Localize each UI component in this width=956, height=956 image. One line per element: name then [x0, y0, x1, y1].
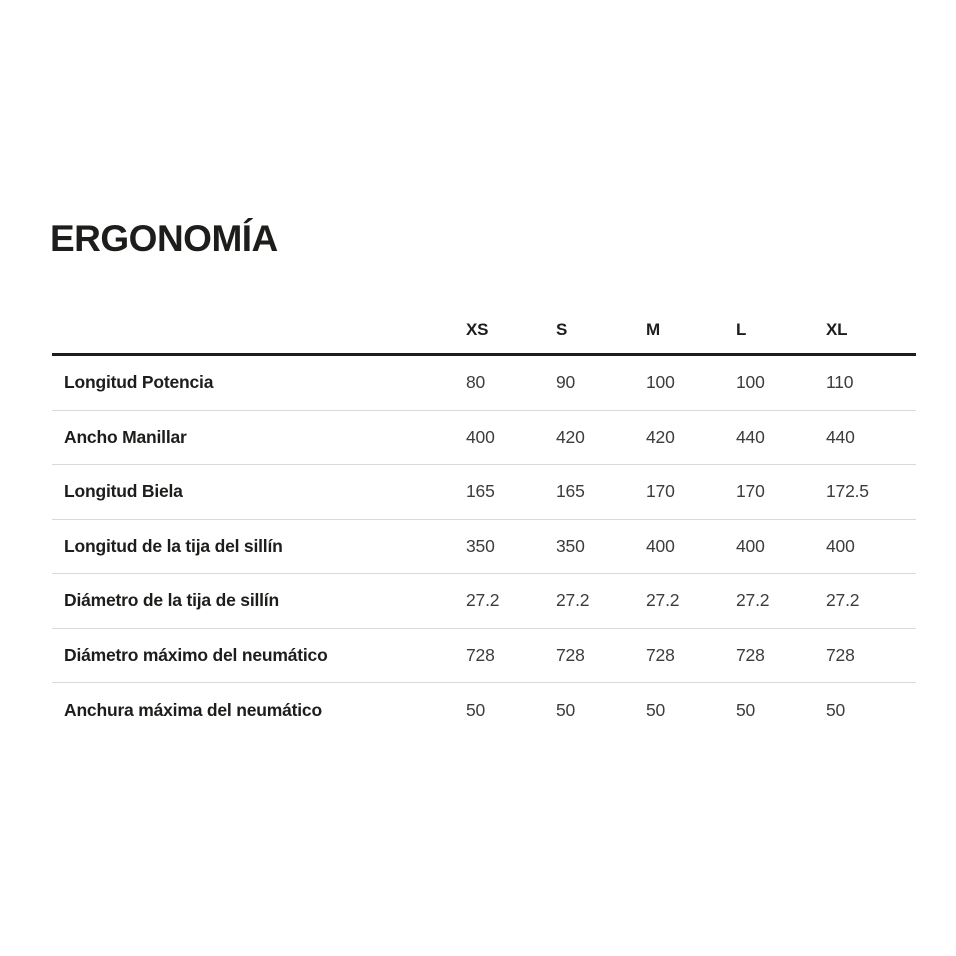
cell-value: 400	[466, 426, 495, 447]
cell-value: 172.5	[826, 481, 869, 502]
page-title: ERGONOMÍA	[50, 218, 278, 259]
cell-value: 80	[466, 372, 486, 393]
cell-value: 27.2	[646, 590, 680, 611]
cell-value: 400	[646, 535, 675, 556]
cell-value: 50	[646, 699, 666, 720]
cell-value: 27.2	[736, 590, 770, 611]
cell-value: 170	[646, 481, 675, 502]
table-row-longitud-biela	[52, 465, 916, 520]
table-row-ancho-manillar	[52, 411, 916, 466]
cell-value: 440	[736, 426, 765, 447]
cell-value: 110	[826, 372, 854, 393]
row-label: Ancho Manillar	[64, 426, 187, 447]
cell-value: 728	[556, 644, 585, 665]
cell-value: 165	[556, 481, 585, 502]
cell-value: 728	[466, 644, 495, 665]
cell-value: 27.2	[556, 590, 590, 611]
cell-value: 400	[826, 535, 855, 556]
column-header-s: S	[556, 320, 568, 339]
cell-value: 27.2	[466, 590, 500, 611]
cell-value: 50	[466, 699, 486, 720]
cell-value: 350	[556, 535, 585, 556]
row-label: Longitud de la tija del sillín	[64, 535, 283, 556]
cell-value: 728	[826, 644, 855, 665]
table-row-longitud-tija-sillin	[52, 520, 916, 575]
row-label: Anchura máxima del neumático	[64, 699, 322, 720]
cell-value: 440	[826, 426, 855, 447]
cell-value: 400	[736, 535, 765, 556]
cell-value: 100	[736, 372, 765, 393]
table-row-diametro-tija-sillin	[52, 574, 916, 629]
cell-value: 27.2	[826, 590, 860, 611]
row-label: Diámetro máximo del neumático	[64, 644, 328, 665]
cell-value: 420	[646, 426, 675, 447]
cell-value: 165	[466, 481, 495, 502]
cell-value: 100	[646, 372, 675, 393]
cell-value: 420	[556, 426, 585, 447]
row-label: Longitud Biela	[64, 481, 183, 502]
column-header-xl: XL	[826, 320, 848, 339]
ergonomics-section	[52, 0, 916, 738]
cell-value: 728	[736, 644, 765, 665]
column-header-xs: XS	[466, 320, 489, 339]
cell-value: 90	[556, 372, 576, 393]
column-header-m: M	[646, 320, 660, 339]
row-label: Longitud Potencia	[64, 372, 214, 393]
table-row-anchura-maxima-neumatico	[52, 683, 916, 738]
row-label: Diámetro de la tija de sillín	[64, 590, 279, 611]
table-header-row	[52, 259, 916, 356]
cell-value: 170	[736, 481, 765, 502]
column-header-l: L	[736, 320, 747, 339]
cell-value: 50	[556, 699, 576, 720]
table-row-longitud-potencia	[52, 356, 916, 411]
cell-value: 50	[826, 699, 846, 720]
ergonomics-spec-table	[52, 259, 916, 738]
cell-value: 350	[466, 535, 495, 556]
cell-value: 50	[736, 699, 756, 720]
table-row-diametro-maximo-neumatico	[52, 629, 916, 684]
cell-value: 728	[646, 644, 675, 665]
